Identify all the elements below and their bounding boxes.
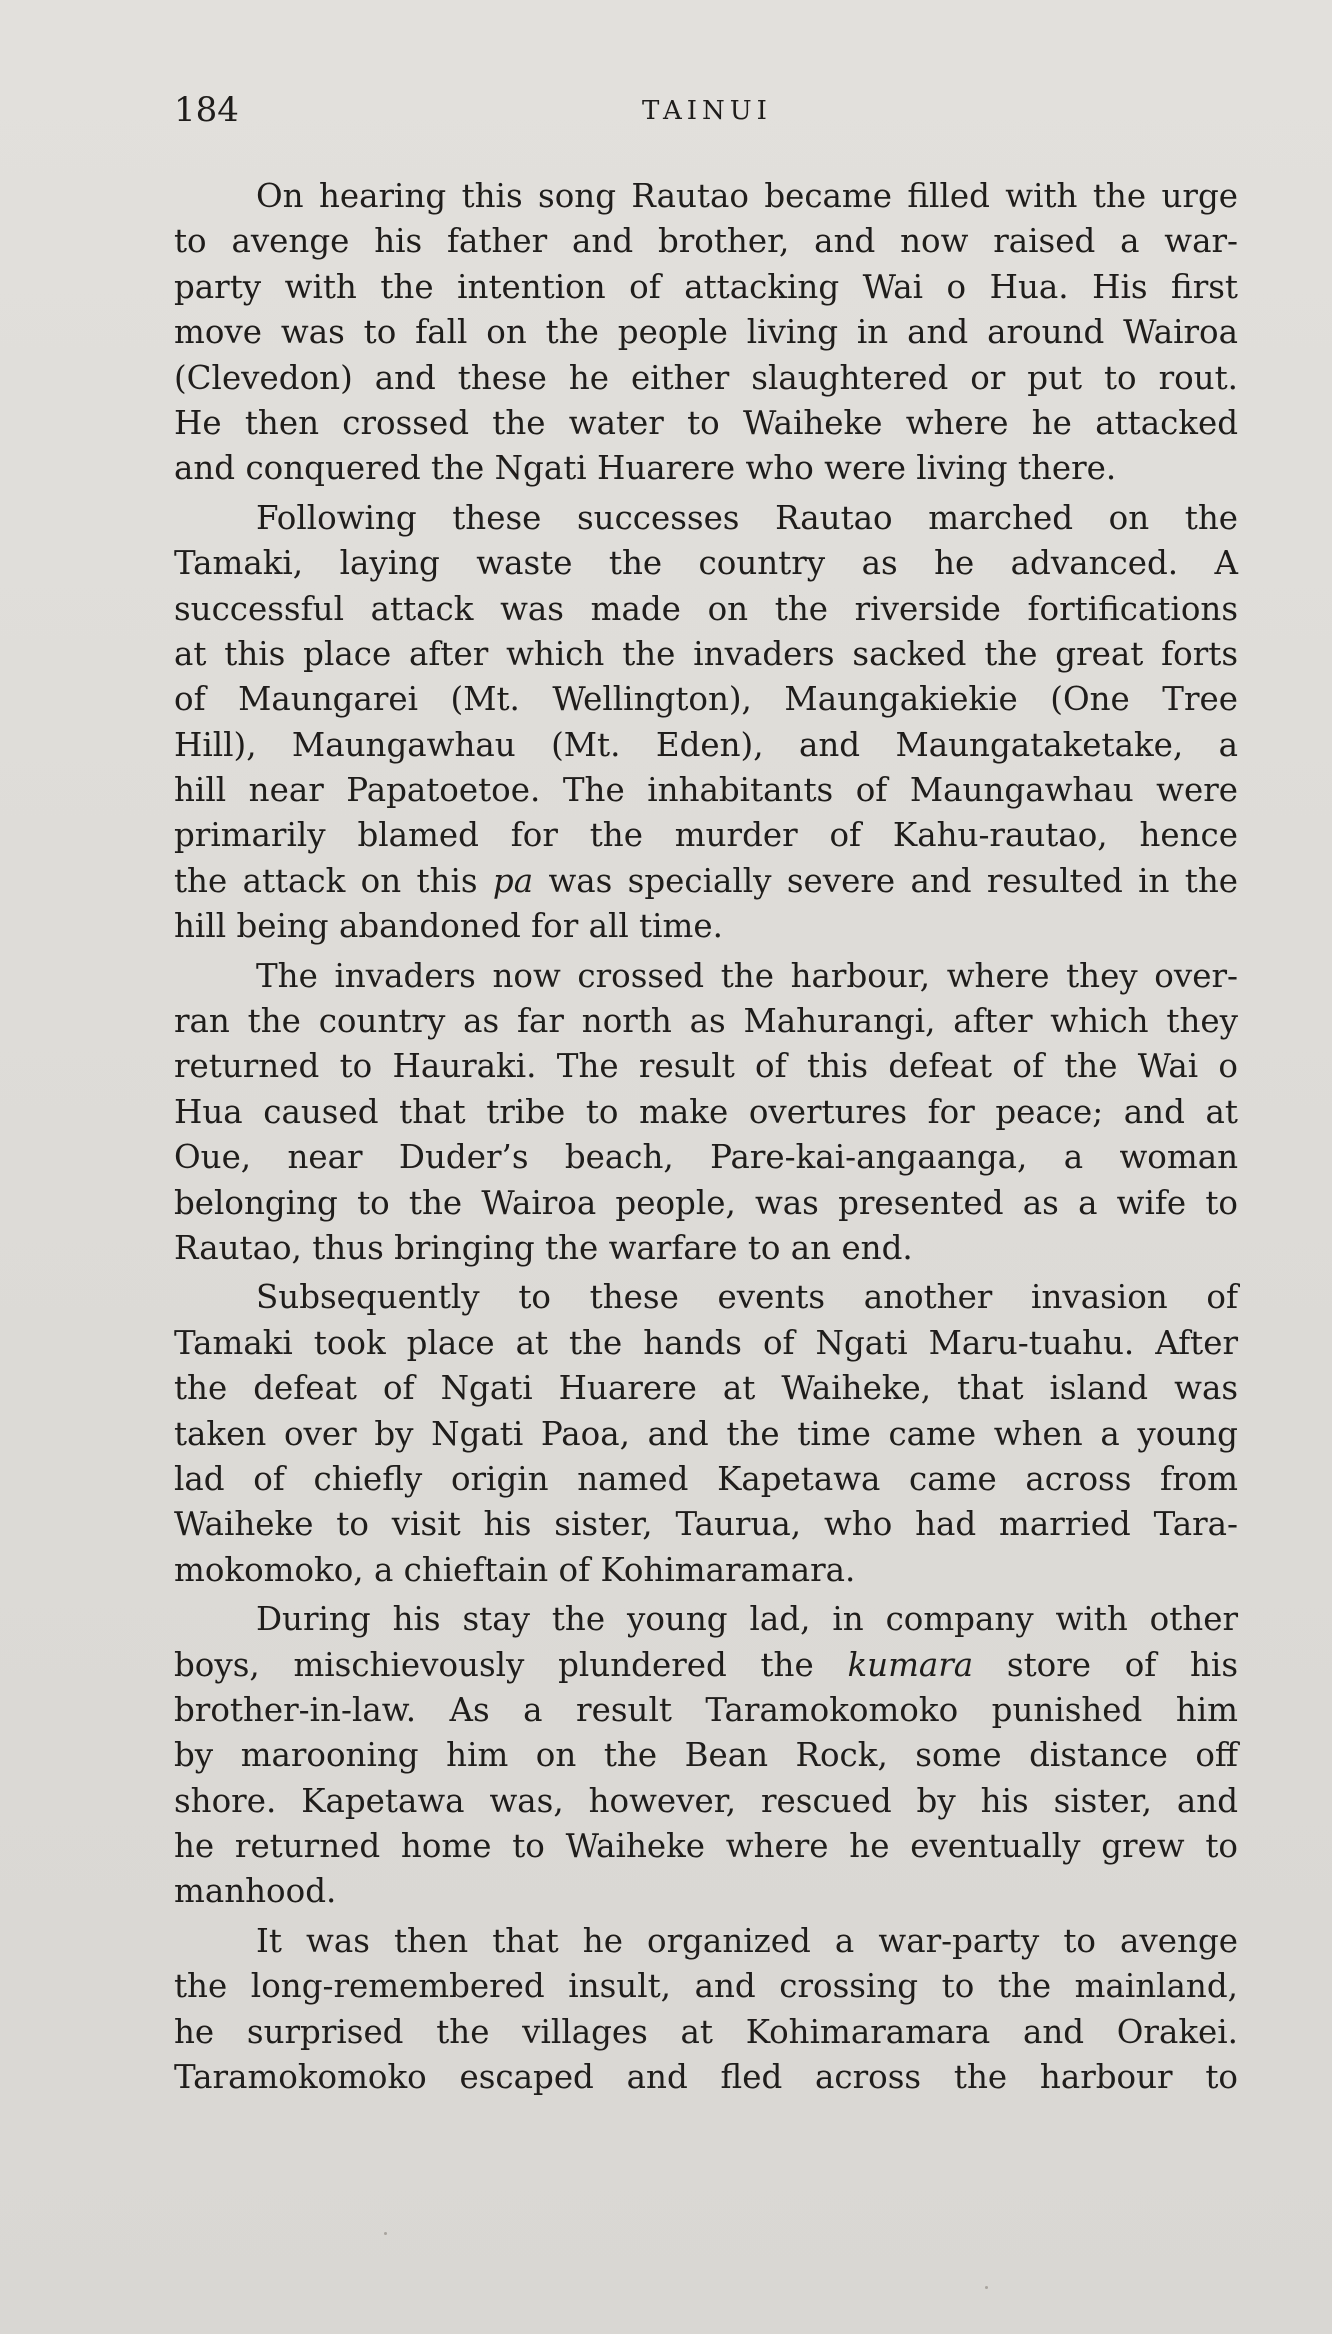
text-line: the attack on this pa was specially severe and resulted in the bbox=[174, 861, 1238, 900]
text-line: the long-remembered insult, and crossing to the mainland, bbox=[174, 1967, 1238, 2006]
text-line: Oue, near Duder’s beach, Pare-kai-angaanga, a woman bbox=[174, 1138, 1238, 1177]
text-line: lad of chiefly origin named Kapetawa came across from bbox=[174, 1459, 1238, 1498]
page-number: 184 bbox=[174, 90, 239, 130]
paper-speck bbox=[985, 2286, 988, 2289]
text-line: (Clevedon) and these he either slaughtered or put to rout. bbox=[174, 358, 1238, 397]
paper-speck bbox=[384, 2232, 387, 2235]
running-head: TAINUI bbox=[642, 96, 772, 126]
text-line: Rautao, thus bringing the warfare to an end. bbox=[174, 1228, 913, 1267]
paragraph bbox=[174, 174, 1238, 492]
text-line: The invaders now crossed the harbour, where they over- bbox=[256, 956, 1238, 995]
page-header bbox=[174, 90, 1240, 140]
text-line: brother-in-law. As a result Taramokomoko punished him bbox=[174, 1690, 1238, 1729]
text-line: Waiheke to visit his sister, Taurua, who had married Tara- bbox=[174, 1505, 1238, 1544]
text-line: manhood. bbox=[174, 1872, 337, 1911]
text-line: Tamaki, laying waste the country as he advanced. A bbox=[174, 544, 1238, 583]
text-line: mokomoko, a chieftain of Kohimaramara. bbox=[174, 1550, 856, 1589]
text-line: Hua caused that tribe to make overtures for peace; and at bbox=[174, 1092, 1238, 1131]
text-line: successful attack was made on the riverside fortifications bbox=[174, 589, 1238, 628]
text-line: taken over by Ngati Paoa, and the time came when a young bbox=[174, 1414, 1238, 1453]
paragraph bbox=[174, 1919, 1238, 2101]
text-line: On hearing this song Rautao became filled with the urge bbox=[256, 177, 1238, 215]
paragraph bbox=[174, 1597, 1238, 1915]
text-line: and conquered the Ngati Huarere who were living there. bbox=[174, 449, 1117, 488]
paragraph bbox=[174, 1275, 1238, 1593]
text-line: shore. Kapetawa was, however, rescued by his sister, and bbox=[174, 1781, 1238, 1820]
text-line: by marooning him on the Bean Rock, some distance off bbox=[174, 1736, 1238, 1775]
text-line: hill being abandoned for all time. bbox=[174, 907, 723, 946]
text-line: he surprised the villages at Kohimaramara and Orakei. bbox=[174, 2012, 1238, 2051]
text-line: at this place after which the invaders sacked the great forts bbox=[174, 634, 1238, 673]
text-line: He then crossed the water to Waiheke where he attacked bbox=[174, 403, 1238, 442]
text-line: During his stay the young lad, in company with other bbox=[256, 1600, 1238, 1639]
text-line: party with the intention of attacking Wai o Hua. His first bbox=[174, 267, 1238, 306]
text-line: Tamaki took place at the hands of Ngati Maru-tuahu. After bbox=[174, 1323, 1238, 1362]
text-line: primarily blamed for the murder of Kahu-rautao, hence bbox=[174, 816, 1238, 855]
text-line: ran the country as far north as Mahurangi, after which they bbox=[174, 1002, 1238, 1041]
text-line: Subsequently to these events another invasion of bbox=[256, 1278, 1238, 1317]
text-line: of Maungarei (Mt. Wellington), Maungakiekie (One Tree bbox=[174, 680, 1238, 719]
paragraph bbox=[174, 954, 1238, 1272]
text-line: Taramokomoko escaped and fled across the harbour to bbox=[174, 2058, 1238, 2097]
text-line: belonging to the Wairoa people, was presented as a wife to bbox=[174, 1183, 1238, 1222]
text-line: returned to Hauraki. The result of this defeat of the Wai o bbox=[174, 1047, 1238, 1086]
italic-word: pa bbox=[492, 861, 534, 900]
text-line: the defeat of Ngati Huarere at Waiheke, that island was bbox=[174, 1369, 1238, 1408]
text-line: hill near Papatoetoe. The inhabitants of Maungawhau were bbox=[174, 771, 1238, 810]
text-line: boys, mischievously plundered the kumara store of his bbox=[174, 1645, 1239, 1684]
paragraph bbox=[174, 496, 1238, 950]
text-line: move was to fall on the people living in and around Wairoa bbox=[174, 313, 1238, 352]
text-line: Following these successes Rautao marched on the bbox=[256, 498, 1238, 537]
italic-word: kumara bbox=[847, 1645, 974, 1684]
body-text bbox=[174, 174, 1238, 2104]
text-line: he returned home to Waiheke where he eventually grew to bbox=[174, 1827, 1238, 1866]
text-line: Hill), Maungawhau (Mt. Eden), and Maungataketake, a bbox=[174, 725, 1238, 764]
text-line: It was then that he organized a war-party to avenge bbox=[256, 1921, 1238, 1960]
text-line: to avenge his father and brother, and now raised a war- bbox=[174, 222, 1238, 261]
